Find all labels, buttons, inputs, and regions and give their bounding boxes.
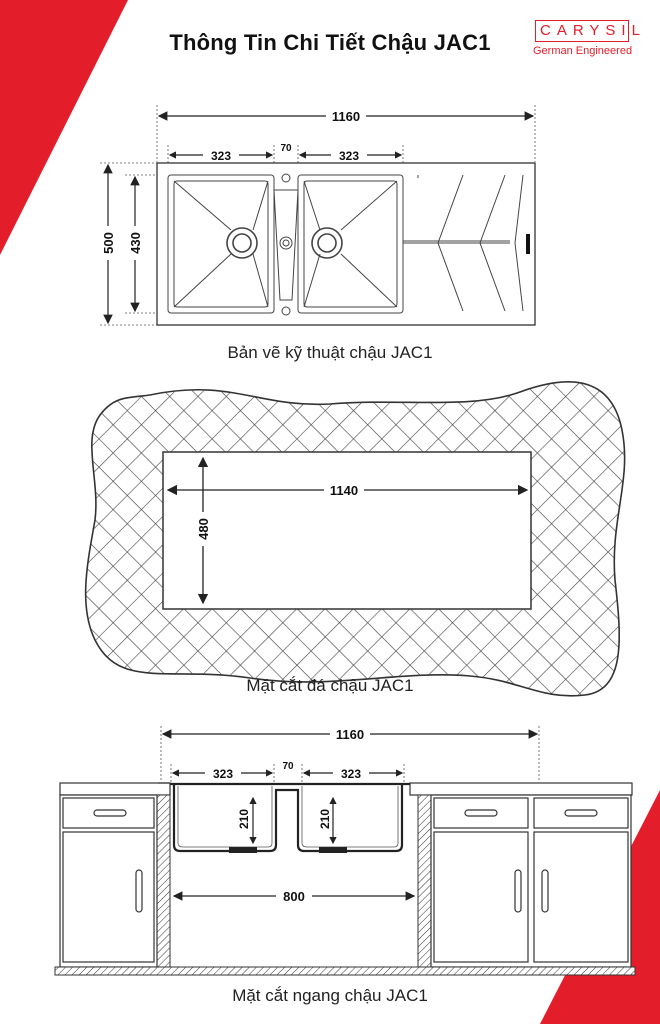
left-wall-hatch (157, 795, 170, 967)
cutout-caption: Mặt cắt đá chậu JAC1 (246, 676, 414, 695)
section-dim-total-width: 1160 (335, 727, 365, 742)
right-cabinet (431, 795, 631, 967)
right-wall-hatch (418, 795, 431, 967)
drain-slot (526, 234, 530, 254)
plan-caption: Bản vẽ kỹ thuật chậu JAC1 (227, 343, 433, 362)
left-cabinet (60, 795, 157, 967)
sink-section-profile (170, 784, 410, 851)
cutout-dim-depth: 480 (196, 518, 211, 540)
plan-dim-bowl-right: 323 (338, 149, 360, 163)
cutout-opening (163, 452, 531, 609)
plan-view (100, 105, 535, 325)
sink-outline (157, 163, 535, 325)
cutout-dim-width: 1140 (329, 483, 359, 498)
section-dim-depth-right: 210 (318, 808, 332, 830)
brand-wordmark: CARYSIL (535, 20, 629, 42)
brand-tagline: German Engineered (533, 45, 633, 57)
floor (55, 967, 635, 975)
plan-dim-total-depth: 500 (101, 232, 116, 254)
countertop-left (60, 783, 170, 795)
plan-dim-bowl-depth: 430 (128, 232, 143, 254)
plan-dim-total-width: 1160 (331, 109, 361, 124)
section-caption: Mặt cắt ngang chậu JAC1 (232, 986, 428, 1005)
cutout-view (86, 382, 625, 696)
section-view (55, 726, 635, 975)
countertop-right (410, 783, 632, 795)
section-dim-bowl-left: 323 (212, 767, 234, 781)
section-dim-depth-left: 210 (237, 808, 251, 830)
section-dim-bowl-right: 323 (340, 767, 362, 781)
section-dim-gap: 70 (282, 761, 294, 772)
page-title: Thông Tin Chi Tiết Chậu JAC1 (169, 30, 491, 55)
plan-dim-gap: 70 (280, 143, 292, 154)
plan-dim-bowl-left: 323 (210, 149, 232, 163)
section-dim-cabinet-opening: 800 (283, 889, 305, 904)
